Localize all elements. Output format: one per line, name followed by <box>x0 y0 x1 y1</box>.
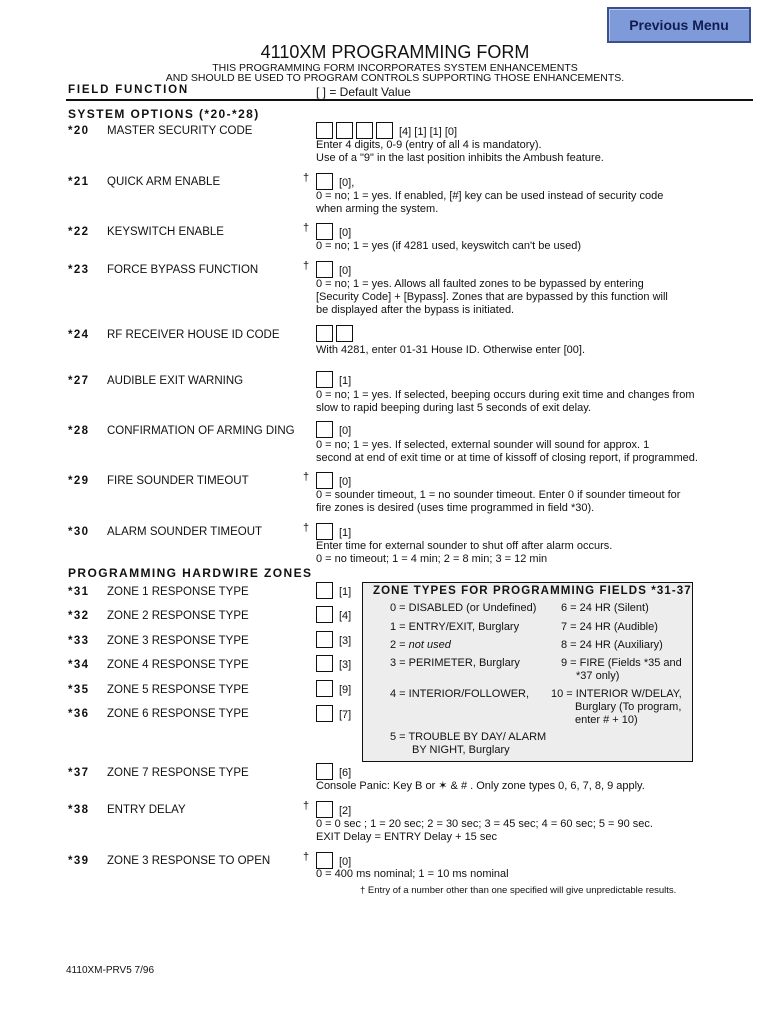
field-name: ZONE 7 RESPONSE TYPE <box>107 767 249 779</box>
field-name: ZONE 3 RESPONSE TYPE <box>107 635 249 647</box>
default-value: [3] <box>339 635 352 647</box>
field-number: *27 <box>68 375 90 387</box>
field-name: FORCE BYPASS FUNCTION <box>107 264 259 276</box>
field-description-line: be displayed after the bypass is initiated. <box>316 304 515 316</box>
field-name: ENTRY DELAY <box>107 804 186 816</box>
field-number: *39 <box>68 855 90 867</box>
field-description-line: 0 = no; 1 = yes (if 4281 used, keyswitch can't be used) <box>316 240 582 252</box>
dagger-mark: † <box>303 800 310 812</box>
default-value: [0] <box>339 856 352 868</box>
entry-boxes <box>316 173 354 190</box>
entry-box[interactable] <box>316 631 333 648</box>
zone-type-entry: 7 = 24 HR (Audible) <box>561 621 658 633</box>
zone-types-title: ZONE TYPES FOR PROGRAMMING FIELDS *31-37 <box>373 585 692 597</box>
zone-type-entry-cont: BY NIGHT, Burglary <box>412 744 510 756</box>
field-description-line: EXIT Delay = ENTRY Delay + 15 sec <box>316 831 497 843</box>
entry-boxes <box>316 261 351 278</box>
entry-box[interactable] <box>316 763 333 780</box>
entry-boxes <box>316 606 351 623</box>
default-value: [0] <box>339 265 352 277</box>
entry-box[interactable] <box>316 223 333 240</box>
entry-boxes <box>316 371 351 388</box>
zone-type-entry-cont: *37 only) <box>576 670 620 682</box>
form-subtitle-line-1: THIS PROGRAMMING FORM INCORPORATES SYSTEM ENHANCEMENTS <box>212 62 578 74</box>
zone-type-entry: 6 = 24 HR (Silent) <box>561 602 649 614</box>
field-name: ZONE 6 RESPONSE TYPE <box>107 708 249 720</box>
zone-type-entry: 8 = 24 HR (Auxiliary) <box>561 639 663 651</box>
field-number: *32 <box>68 610 90 622</box>
entry-box[interactable] <box>316 261 333 278</box>
field-description-line: [Security Code] + [Bypass]. Zones that are bypassed by this function will <box>316 291 668 303</box>
default-value: [6] <box>339 767 352 779</box>
entry-box[interactable] <box>316 122 333 139</box>
entry-boxes <box>316 122 457 139</box>
entry-box[interactable] <box>336 122 353 139</box>
zone-types-table <box>362 582 693 762</box>
field-name: ZONE 3 RESPONSE TO OPEN <box>107 855 271 867</box>
entry-box[interactable] <box>316 705 333 722</box>
field-description-line: 0 = sounder timeout, 1 = no sounder timeout. Enter 0 if sounder timeout for <box>316 489 681 501</box>
field-name: FIRE SOUNDER TIMEOUT <box>107 475 249 487</box>
default-value: [0] <box>339 476 352 488</box>
field-description-line: 0 = no; 1 = yes. If enabled, [#] key can be used instead of security code <box>316 190 664 202</box>
field-name: RF RECEIVER HOUSE ID CODE <box>107 329 280 341</box>
field-number: *38 <box>68 804 90 816</box>
zone-type-entry: 5 = TROUBLE BY DAY/ ALARM <box>390 731 547 743</box>
field-function-header: FIELD FUNCTION <box>68 84 190 96</box>
zone-type-entry-cont: Burglary (To program, <box>575 701 682 713</box>
entry-boxes <box>316 472 351 489</box>
field-description-line: second at end of exit time or at time of kissoff of closing report, if programmed. <box>316 452 698 464</box>
default-value: [0] <box>339 425 352 437</box>
section-hardwire-zones: PROGRAMMING HARDWIRE ZONES <box>68 566 313 580</box>
entry-box[interactable] <box>316 606 333 623</box>
entry-box[interactable] <box>316 371 333 388</box>
field-name: ZONE 1 RESPONSE TYPE <box>107 586 249 598</box>
default-value: [3] <box>339 659 352 671</box>
form-subtitle-line-2: AND SHOULD BE USED TO PROGRAM CONTROLS SUPPORTING THOSE ENHANCEMENTS. <box>165 72 625 84</box>
field-description-line: slow to rapid beeping during last 5 seconds of exit delay. <box>316 402 591 414</box>
entry-box[interactable] <box>316 801 333 818</box>
section-system-options: SYSTEM OPTIONS (*20-*28) <box>68 107 260 121</box>
entry-boxes <box>316 680 351 697</box>
zone-type-entry: 3 = PERIMETER, Burglary <box>390 657 520 669</box>
field-number: *37 <box>68 767 90 779</box>
zone-type-entry: 10 = INTERIOR W/DELAY, <box>551 688 682 700</box>
default-value: [4] <box>339 610 352 622</box>
field-name: ZONE 2 RESPONSE TYPE <box>107 610 249 622</box>
default-value-legend: [ ] = Default Value <box>316 85 411 99</box>
default-value: [1] <box>339 527 352 539</box>
field-name: ZONE 4 RESPONSE TYPE <box>107 659 249 671</box>
zone-type-entry-cont: enter # + 10) <box>575 714 638 726</box>
zone-type-entry: 4 = INTERIOR/FOLLOWER, <box>390 688 530 700</box>
default-value: [1] <box>339 586 352 598</box>
field-description-line: fire zones is desired (uses time programmed in field *30). <box>316 502 595 514</box>
field-description-line: 0 = no; 1 = yes. If selected, external sounder will sound for approx. 1 <box>316 439 650 451</box>
dagger-mark: † <box>303 222 310 234</box>
zone-type-entry: 0 = DISABLED (or Undefined) <box>390 602 537 614</box>
entry-boxes <box>316 801 351 818</box>
entry-boxes <box>316 655 351 672</box>
zone-type-entry <box>390 639 451 652</box>
entry-box[interactable] <box>376 122 393 139</box>
field-name: QUICK ARM ENABLE <box>107 176 221 188</box>
field-number: *30 <box>68 526 90 538</box>
field-number: *29 <box>68 475 90 487</box>
field-name: AUDIBLE EXIT WARNING <box>107 375 244 387</box>
entry-box[interactable] <box>316 173 333 190</box>
dagger-mark: † <box>303 172 310 184</box>
field-description-line: 0 = 0 sec ; 1 = 20 sec; 2 = 30 sec; 3 = 45 sec; 4 = 60 sec; 5 = 90 sec. <box>316 818 653 830</box>
dagger-footnote: † Entry of a number other than one specified will give unpredictable results. <box>360 885 677 896</box>
field-description-line: With 4281, enter 01-31 House ID. Otherwise enter [00]. <box>316 344 586 356</box>
field-number: *33 <box>68 635 90 647</box>
field-name: KEYSWITCH ENABLE <box>107 226 224 238</box>
entry-boxes <box>316 582 351 599</box>
entry-boxes <box>316 523 351 540</box>
default-value: [2] <box>339 805 352 817</box>
zone-type-entry: 9 = FIRE (Fields *35 and <box>561 657 682 669</box>
field-description-line: Enter time for external sounder to shut off after alarm occurs. <box>316 540 613 552</box>
entry-box[interactable] <box>316 523 333 540</box>
field-number: *24 <box>68 329 90 341</box>
default-value: [0] <box>339 227 352 239</box>
dagger-mark: † <box>303 851 310 863</box>
entry-boxes <box>316 852 351 869</box>
zone-type-number: 2 = <box>390 639 409 651</box>
field-description-line: 0 = no timeout; 1 = 4 min; 2 = 8 min; 3 = 12 min <box>316 553 548 565</box>
entry-boxes <box>316 421 351 438</box>
default-value: [7] <box>339 709 352 721</box>
zone-type-entry: 1 = ENTRY/EXIT, Burglary <box>390 621 520 633</box>
entry-box[interactable] <box>316 472 333 489</box>
header-divider <box>66 99 753 101</box>
entry-boxes <box>316 763 351 780</box>
entry-box[interactable] <box>316 582 333 599</box>
field-name: ALARM SOUNDER TIMEOUT <box>107 526 263 538</box>
dagger-mark: † <box>303 522 310 534</box>
default-value: [9] <box>339 684 352 696</box>
default-value: [0], <box>339 177 355 189</box>
field-name: MASTER SECURITY CODE <box>107 125 253 137</box>
field-description-line: 0 = 400 ms nominal; 1 = 10 ms nominal <box>316 868 509 880</box>
dagger-mark: † <box>303 260 310 272</box>
entry-box[interactable] <box>316 325 333 342</box>
field-number: *22 <box>68 226 90 238</box>
form-title: 4110XM PROGRAMMING FORM <box>260 42 530 62</box>
field-number: *23 <box>68 264 90 276</box>
field-number: *31 <box>68 586 90 598</box>
entry-boxes <box>316 631 351 648</box>
field-number: *36 <box>68 708 90 720</box>
field-description-line: 0 = no; 1 = yes. If selected, beeping occurs during exit time and changes from <box>316 389 695 401</box>
entry-box[interactable] <box>316 655 333 672</box>
default-value: [4] [1] [1] [0] <box>399 126 458 138</box>
field-number: *35 <box>68 684 90 696</box>
entry-box[interactable] <box>356 122 373 139</box>
entry-box[interactable] <box>316 852 333 869</box>
field-number: *21 <box>68 176 90 188</box>
entry-boxes <box>316 325 356 342</box>
field-name: ZONE 5 RESPONSE TYPE <box>107 684 249 696</box>
field-number: *28 <box>68 425 90 437</box>
entry-boxes <box>316 705 351 722</box>
entry-boxes <box>316 223 351 240</box>
field-description-line: 0 = no; 1 = yes. Allows all faulted zones to be bypassed by entering <box>316 278 644 290</box>
entry-box[interactable] <box>316 421 333 438</box>
dagger-mark: † <box>303 471 310 483</box>
field-number: *34 <box>68 659 90 671</box>
field-description-line: Enter 4 digits, 0-9 (entry of all 4 is mandatory). <box>316 139 542 151</box>
form-code-footer: 4110XM-PRV5 7/96 <box>66 965 155 976</box>
field-description-line: when arming the system. <box>316 203 439 215</box>
field-description-line: Console Panic: Key B or ✶ & # . Only zone types 0, 6, 7, 8, 9 apply. <box>316 780 645 792</box>
previous-menu-button[interactable]: Previous Menu <box>607 7 751 43</box>
field-description-line: Use of a "9" in the last position inhibits the Ambush feature. <box>316 152 604 164</box>
entry-box[interactable] <box>336 325 353 342</box>
entry-box[interactable] <box>316 680 333 697</box>
field-name: CONFIRMATION OF ARMING DING <box>107 425 295 437</box>
default-value: [1] <box>339 375 352 387</box>
zone-type-not-used: not used <box>408 639 451 651</box>
field-number: *20 <box>68 125 90 137</box>
